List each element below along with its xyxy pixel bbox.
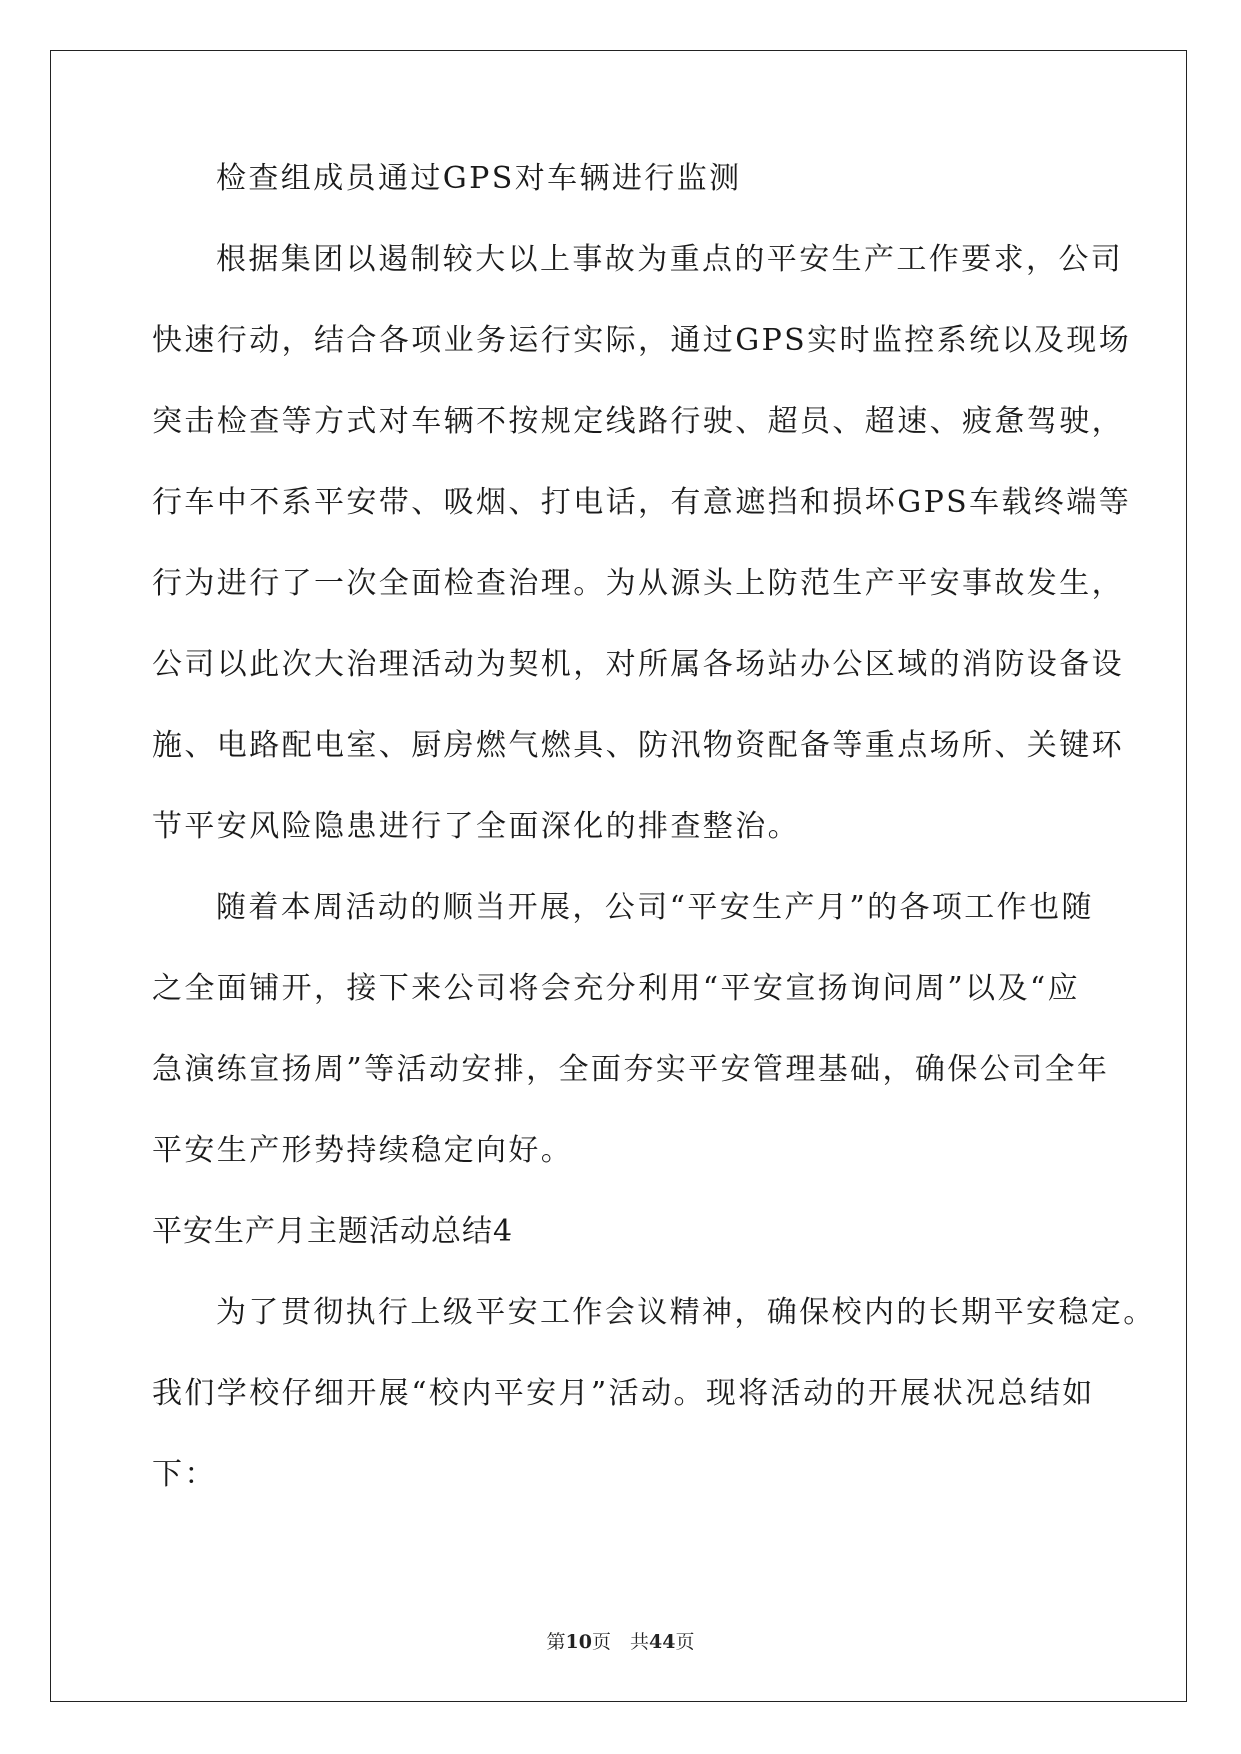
text-line: 下：: [152, 1457, 217, 1492]
current-page-number: 10: [565, 1631, 592, 1653]
text-line: 我们学校仔细开展“校内平安月”活动。现将活动的开展状况总结如: [152, 1376, 1095, 1411]
text-line: 之全面铺开，接下来公司将会充分利用“平安宣扬询问周”以及“应: [152, 971, 1081, 1006]
text-line: 突击检查等方式对车辆不按规定线路行驶、超员、超速、疲惫驾驶，: [152, 404, 1124, 439]
text-line: 检查组成员通过GPS对车辆进行监测: [216, 161, 742, 196]
text-line: 行车中不系平安带、吸烟、打电话，有意遮挡和损坏GPS车载终端等: [152, 485, 1132, 520]
document-body: [152, 161, 1156, 1538]
text-line: 公司以此次大治理活动为契机，对所属各场站办公区域的消防设备设: [152, 647, 1124, 682]
text-line: 急演练宣扬周”等活动安排，全面夯实平安管理基础，确保公司全年: [152, 1052, 1110, 1087]
text-line: 平安生产形势持续稳定向好。: [152, 1133, 574, 1168]
footer-middle: 页 共: [591, 1631, 649, 1653]
text-line: 根据集团以遏制较大以上事故为重点的平安生产工作要求，公司: [216, 242, 1124, 277]
text-line: 为了贯彻执行上级平安工作会议精神，确保校内的长期平安稳定。: [216, 1295, 1156, 1330]
section-heading: 平安生产月主题活动总结4: [152, 1214, 514, 1249]
text-line: 节平安风险隐患进行了全面深化的排查整治。: [152, 809, 800, 844]
text-line: 快速行动，结合各项业务运行实际，通过GPS实时监控系统以及现场: [152, 323, 1132, 358]
text-line: 施、电路配电室、厨房燃气燃具、防汛物资配备等重点场所、关键环: [152, 728, 1124, 763]
footer-suffix: 页: [675, 1631, 695, 1653]
page-number-footer: [0, 1627, 1241, 1654]
footer-prefix: 第: [546, 1631, 566, 1653]
total-pages-number: 44: [649, 1631, 676, 1653]
text-line: 行为进行了一次全面检查治理。为从源头上防范生产平安事故发生，: [152, 566, 1124, 601]
text-line: 随着本周活动的顺当开展，公司“平安生产月”的各项工作也随: [216, 890, 1094, 925]
